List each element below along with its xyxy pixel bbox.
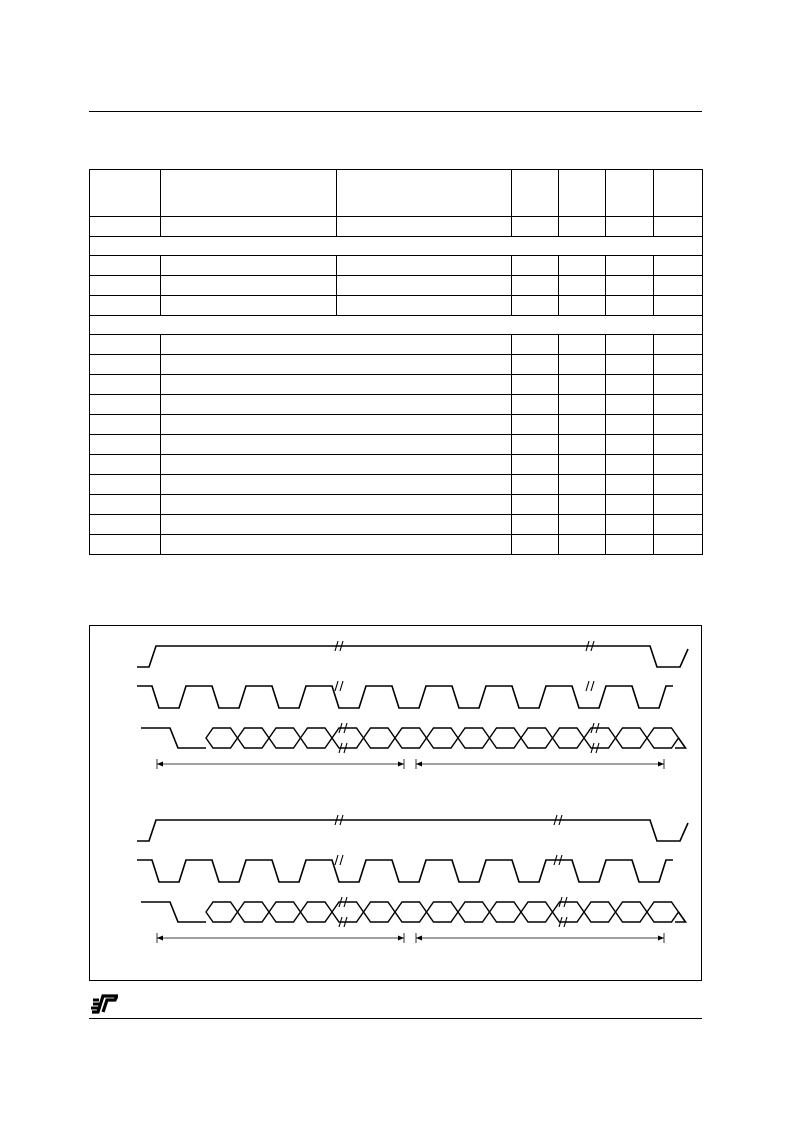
table-cell <box>559 276 606 296</box>
table-cell <box>654 355 703 375</box>
data-cell <box>553 902 585 922</box>
arrowhead <box>658 762 664 767</box>
table-cell <box>90 515 161 535</box>
table-cell <box>161 415 512 435</box>
table-cell <box>161 435 512 455</box>
table-cell <box>90 256 161 276</box>
table-cell <box>512 256 559 276</box>
table-cell <box>654 535 703 555</box>
table-cell <box>512 276 559 296</box>
table-cell <box>606 515 654 535</box>
table-cell <box>606 276 654 296</box>
table-cell <box>654 296 703 316</box>
data-cell <box>584 728 616 748</box>
table-cell <box>654 455 703 475</box>
data-cell <box>521 728 553 748</box>
table-cell <box>559 170 606 217</box>
table-cell <box>559 217 606 237</box>
table-cell <box>606 475 654 495</box>
table-cell <box>90 316 703 335</box>
table-row <box>90 170 703 217</box>
table-row <box>90 535 703 555</box>
table-cell <box>161 495 512 515</box>
data-waveform-tail <box>675 738 686 748</box>
table-cell <box>512 495 559 515</box>
table-cell <box>512 455 559 475</box>
table-row <box>90 355 703 375</box>
data-cell <box>332 902 364 922</box>
table-cell <box>654 395 703 415</box>
data-cell <box>616 728 648 748</box>
table-cell <box>90 237 703 256</box>
table-cell <box>90 435 161 455</box>
data-cell <box>584 902 616 922</box>
table-cell <box>606 395 654 415</box>
table-cell <box>654 375 703 395</box>
data-cell <box>395 728 427 748</box>
table-cell <box>161 475 512 495</box>
data-cell <box>647 902 679 922</box>
table-cell <box>512 170 559 217</box>
table-cell <box>90 170 161 217</box>
table-row <box>90 256 703 276</box>
table-cell <box>161 535 512 555</box>
table-cell <box>337 276 512 296</box>
table-cell <box>512 475 559 495</box>
timing-diagram <box>89 625 702 981</box>
break-mark <box>335 681 343 691</box>
specification-table <box>89 169 703 555</box>
table-row <box>90 515 703 535</box>
table-cell <box>606 415 654 435</box>
table-cell <box>161 455 512 475</box>
arrowhead <box>157 936 163 941</box>
table-cell <box>337 256 512 276</box>
table-cell <box>559 296 606 316</box>
table-cell <box>337 296 512 316</box>
data-cell <box>490 728 522 748</box>
control-waveform <box>137 646 688 667</box>
data-cell <box>301 902 333 922</box>
footer-rule <box>89 1018 702 1019</box>
arrowhead <box>398 762 404 767</box>
table-row <box>90 296 703 316</box>
table-cell <box>654 495 703 515</box>
table-cell <box>654 170 703 217</box>
data-cell <box>238 728 270 748</box>
table-cell <box>161 355 512 375</box>
table-cell <box>606 495 654 515</box>
table-row <box>90 475 703 495</box>
data-cell <box>395 902 427 922</box>
arrowhead <box>398 936 404 941</box>
table-cell <box>559 355 606 375</box>
table-cell <box>161 335 512 355</box>
table-cell <box>559 415 606 435</box>
table-cell <box>559 475 606 495</box>
break-mark <box>335 855 343 865</box>
table-cell <box>161 375 512 395</box>
table-body <box>90 170 703 555</box>
table-cell <box>654 256 703 276</box>
table-cell <box>90 455 161 475</box>
table-cell <box>606 535 654 555</box>
data-cell <box>364 902 396 922</box>
data-cell <box>458 902 490 922</box>
data-cell <box>364 728 396 748</box>
table-cell <box>606 296 654 316</box>
data-cell <box>553 728 585 748</box>
table-row <box>90 435 703 455</box>
table-cell <box>161 256 337 276</box>
data-cell <box>206 728 238 748</box>
table-cell <box>512 217 559 237</box>
table-cell <box>90 415 161 435</box>
table-cell <box>90 495 161 515</box>
data-cell <box>269 902 301 922</box>
table-cell <box>654 217 703 237</box>
table-cell <box>90 355 161 375</box>
arrowhead <box>416 762 422 767</box>
data-cell <box>427 902 459 922</box>
data-cell <box>238 902 270 922</box>
table-cell <box>90 335 161 355</box>
table-cell <box>90 375 161 395</box>
data-cell <box>521 902 553 922</box>
table-cell <box>161 395 512 415</box>
table-cell <box>606 217 654 237</box>
table-cell <box>559 455 606 475</box>
arrowhead <box>157 762 163 767</box>
table-cell <box>161 217 337 237</box>
table-cell <box>512 375 559 395</box>
table-cell <box>559 515 606 535</box>
table-row <box>90 495 703 515</box>
table-row <box>90 375 703 395</box>
table-row <box>90 237 703 256</box>
table-cell <box>654 415 703 435</box>
table-cell <box>654 515 703 535</box>
table-cell <box>512 335 559 355</box>
table-row <box>90 455 703 475</box>
table-cell <box>559 495 606 515</box>
table-cell <box>161 515 512 535</box>
table-cell <box>654 435 703 455</box>
table-cell <box>90 395 161 415</box>
table-cell <box>90 276 161 296</box>
arrowhead <box>658 936 664 941</box>
arrowhead <box>416 936 422 941</box>
table-cell <box>559 535 606 555</box>
table-cell <box>512 435 559 455</box>
table-cell <box>606 256 654 276</box>
table-cell <box>90 475 161 495</box>
table-row <box>90 335 703 355</box>
data-cell <box>332 728 364 748</box>
table-cell <box>512 535 559 555</box>
table-row <box>90 217 703 237</box>
table-cell <box>161 170 337 217</box>
table-row <box>90 276 703 296</box>
data-cell <box>269 728 301 748</box>
data-waveform-tail <box>675 912 686 922</box>
break-mark <box>586 681 594 691</box>
control-waveform <box>137 820 688 841</box>
clock-waveform <box>137 686 673 708</box>
data-waveform-lead <box>141 902 206 922</box>
st-logo-icon <box>90 994 118 1014</box>
header-rule <box>89 111 702 112</box>
table-cell <box>512 296 559 316</box>
table-cell <box>559 395 606 415</box>
data-cell <box>647 728 679 748</box>
table-cell <box>161 276 337 296</box>
table-cell <box>512 515 559 535</box>
table-cell <box>90 535 161 555</box>
table-cell <box>512 395 559 415</box>
table-cell <box>654 475 703 495</box>
table-row <box>90 395 703 415</box>
table-cell <box>559 375 606 395</box>
table-cell <box>606 435 654 455</box>
table-cell <box>559 435 606 455</box>
data-cell <box>206 902 238 922</box>
data-cell <box>458 728 490 748</box>
data-cell <box>490 902 522 922</box>
table-cell <box>337 170 512 217</box>
table-row <box>90 316 703 335</box>
table-cell <box>606 335 654 355</box>
data-cell <box>616 902 648 922</box>
table-cell <box>559 335 606 355</box>
data-cell <box>427 728 459 748</box>
table-cell <box>606 375 654 395</box>
table-cell <box>606 455 654 475</box>
table-cell <box>606 170 654 217</box>
data-cell <box>301 728 333 748</box>
table-row <box>90 415 703 435</box>
table-cell <box>90 296 161 316</box>
table-cell <box>161 296 337 316</box>
table-cell <box>337 217 512 237</box>
table-cell <box>90 217 161 237</box>
table-cell <box>512 415 559 435</box>
data-waveform-lead <box>141 728 206 748</box>
table-cell <box>559 256 606 276</box>
table-cell <box>512 355 559 375</box>
clock-waveform <box>137 860 673 882</box>
table-cell <box>654 335 703 355</box>
table-cell <box>606 355 654 375</box>
table-cell <box>654 276 703 296</box>
